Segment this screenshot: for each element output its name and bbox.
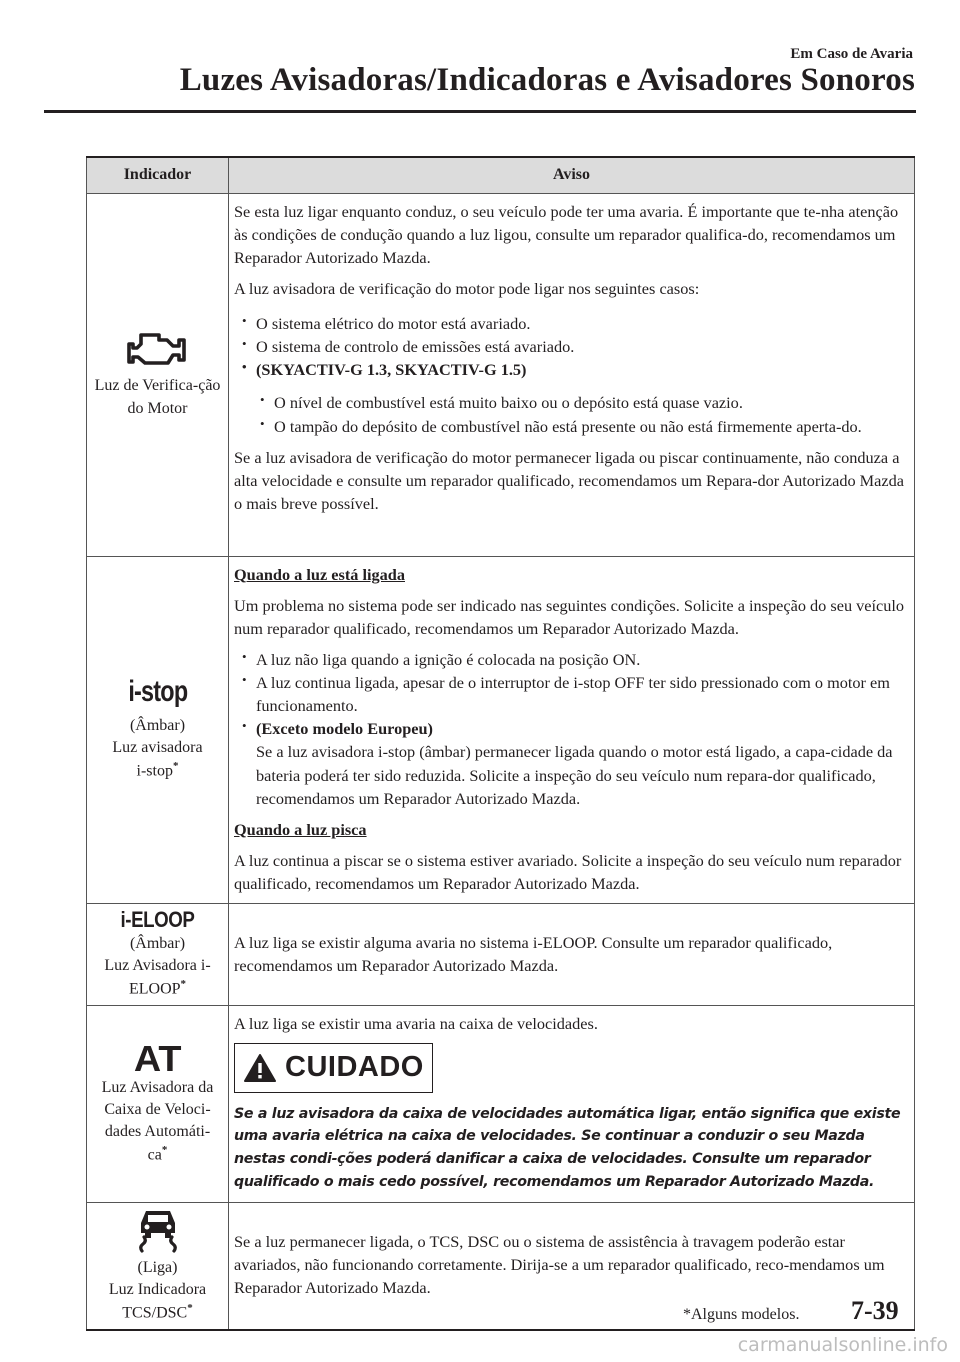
- caution-text: Se a luz avisadora da caixa de velocidades automática ligar, então significa que existe uma avaria elétrica na caixa de velocidades. Se continuar a conduzir o seu Mazda nestas condi-ções poderá danificar a caixa de velocidades. Consulte um reparador qualificado o mais cedo possível, recomendamos um Reparador Autorizado Mazda.: [234, 1105, 901, 1190]
- caution-label: CUIDADO: [285, 1051, 424, 1084]
- bullet-list: [234, 312, 909, 381]
- watermark: carmanualsonline.info: [737, 1334, 948, 1356]
- i-stop-icon: i-stop: [127, 675, 188, 709]
- i-eloop-icon: i-ELOOP: [120, 906, 195, 932]
- warning-cell: [229, 193, 915, 556]
- paragraph: Um problema no sistema pode ser indicado nas seguintes condições. Solicite a inspeção do seu veículo num reparador qualificado, recomendamos um Reparador Autorizado Mazda.: [234, 595, 905, 638]
- indicator-color: (Âmbar): [129, 935, 186, 953]
- indicator-name-text: Luz Avisadora da Caixa de Veloci-dades Automáti-ca: [101, 1079, 214, 1164]
- col-indicator-header: Indicador: [87, 157, 229, 193]
- list-item: • (SKYACTIV-G 1.3, SKYACTIV-G 1.5): [234, 358, 909, 381]
- bullet-list: [234, 648, 909, 810]
- sub-bullet-list: [234, 391, 909, 437]
- page-number: 7-39: [851, 1296, 899, 1325]
- page-title: Luzes Avisadoras/Indicadoras e Avisadores Sonoros: [179, 62, 915, 98]
- footnote: *Alguns modelos.: [683, 1306, 800, 1323]
- indicator-name: Luz de Verifica-ção do Motor: [94, 377, 221, 417]
- list-item: • O tampão do depósito de combustível não está presente ou não está firmemente aperta-do.: [258, 415, 909, 438]
- indicator-name: [91, 955, 224, 1000]
- warning-triangle-icon: [243, 1053, 277, 1083]
- list-item: • O sistema elétrico do motor está avariado.: [234, 312, 909, 335]
- paragraph: A luz avisadora de verificação do motor pode ligar nos seguintes casos:: [234, 278, 700, 298]
- tcs-dsc-icon: [136, 1207, 180, 1253]
- table-header-row: [87, 157, 915, 193]
- paragraph: Se esta luz ligar enquanto conduz, o seu veículo pode ter uma avaria. É importante que te-nha atenção às condições de condução quando a luz ligou, consulte um reparador qualifica-do, recomendamos um Reparador Autorizado Mazda.: [234, 201, 899, 267]
- warning-cell: [229, 556, 915, 904]
- list-item: • O sistema de controlo de emissões está avariado.: [234, 335, 909, 358]
- header-rule: [44, 110, 916, 113]
- list-item: • A luz continua ligada, apesar de o interruptor de i-stop OFF ter sido pressionado com o motor em funcionamento.: [234, 671, 909, 717]
- at-icon: AT: [133, 1038, 182, 1080]
- indicator-name: [91, 737, 224, 782]
- indicator-cell: [87, 1202, 229, 1330]
- asterisk: *: [187, 1302, 193, 1315]
- indicator-name-text: Luz Avisadora i-ELOOP: [104, 957, 211, 998]
- indicator-color: (Liga): [137, 1258, 178, 1276]
- indicator-cell: [87, 556, 229, 904]
- table-row: [87, 193, 915, 556]
- warning-cell: [229, 904, 915, 1006]
- list-item-text: Se a luz avisadora i-stop (âmbar) permanecer ligada quando o motor está ligado, a capa-cidade da bateria poderá ter sido reduzida. Solicite a inspeção do seu veículo num repara-dor qualificado, recomendamos um Reparador Autorizado Mazda.: [256, 742, 893, 808]
- table-row: [87, 904, 915, 1006]
- paragraph: Se a luz permanecer ligada, o TCS, DSC ou o sistema de assistência à travagem poderão estar avariados, não funcionando corretamente. Dirija-se a um reparador qualificado, reco-mendamos um Reparador Autorizado Mazda.: [234, 1232, 885, 1298]
- section-heading: Quando a luz pisca: [234, 819, 367, 839]
- indicator-cell: [87, 1006, 229, 1202]
- indicator-cell: [87, 904, 229, 1006]
- section-label: Em Caso de Avaria: [790, 46, 913, 62]
- list-item: • O nível de combustível está muito baixo ou o depósito está quase vazio.: [258, 391, 909, 414]
- paragraph: A luz liga se existir alguma avaria no sistema i-ELOOP. Consulte um reparador qualificado, recomendamos um Reparador Autorizado Mazda.: [234, 932, 833, 975]
- warning-cell: [229, 1006, 915, 1202]
- paragraph: A luz continua a piscar se o sistema estiver avariado. Solicite a inspeção do seu veículo num reparador qualificado, recomendamos um Reparador Autorizado Mazda.: [234, 851, 902, 894]
- list-item-title: (Exceto modelo Europeu): [256, 719, 433, 739]
- paragraph: A luz liga se existir uma avaria na caixa de velocidades.: [234, 1014, 598, 1034]
- engine-check-icon: [127, 329, 189, 371]
- indicator-name-text: Luz avisadora i-stop: [112, 739, 203, 780]
- asterisk: *: [180, 978, 187, 991]
- asterisk: *: [161, 1144, 168, 1157]
- asterisk: *: [172, 760, 179, 773]
- paragraph: Se a luz avisadora de verificação do motor permanecer ligada ou piscar continuamente, não conduza a alta velocidade e consulte um reparador qualificado, recomendamos um Repara-dor Autorizado Mazda o mais breve possível.: [234, 447, 904, 514]
- caution-box: [234, 1043, 433, 1092]
- indicator-color: (Âmbar): [129, 717, 186, 735]
- indicator-cell: [87, 193, 229, 556]
- indicator-name: [91, 1077, 224, 1167]
- warning-cell: [229, 1202, 915, 1330]
- warning-lights-table: [86, 156, 915, 1331]
- col-warning-header: Aviso: [229, 157, 915, 193]
- indicator-name: [91, 1279, 224, 1324]
- table-row: [87, 1006, 915, 1202]
- list-item: [234, 717, 909, 810]
- list-item: • A luz não liga quando a ignição é colocada na posição ON.: [234, 648, 909, 671]
- section-heading: Quando a luz está ligada: [234, 564, 405, 584]
- table-row: [87, 556, 915, 904]
- indicator-name-text: Luz Indicadora TCS/DSC: [108, 1281, 207, 1322]
